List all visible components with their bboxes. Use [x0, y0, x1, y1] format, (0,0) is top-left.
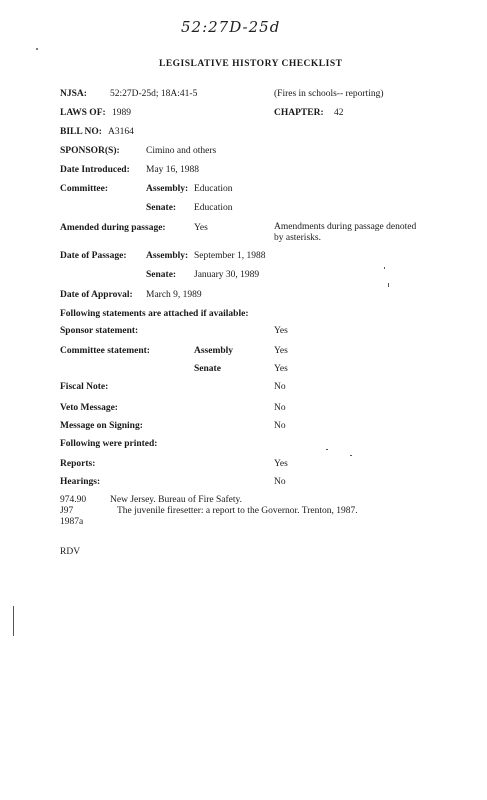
veto-message-label: Veto Message: [60, 403, 118, 413]
call-number-line-1: 974.90 [60, 495, 87, 505]
statements-header: Following statements are attached if available: [60, 309, 249, 319]
scan-dot [326, 449, 328, 450]
reports-value: Yes [274, 459, 288, 469]
message-on-signing-label: Message on Signing: [60, 421, 143, 431]
committee-statement-assembly-label: Assembly [194, 346, 234, 356]
hearings-value: No [274, 477, 286, 487]
scan-dot [388, 283, 389, 287]
veto-message-value: No [274, 403, 286, 413]
scan-dot [350, 455, 352, 456]
printed-header: Following were printed: [60, 439, 158, 449]
committee-assembly-value: Education [194, 184, 233, 194]
committee-senate-label: Senate: [146, 203, 177, 213]
date-introduced-label: Date Introduced: [60, 165, 130, 175]
scan-dot [384, 267, 385, 269]
date-of-approval-value: March 9, 1989 [146, 290, 202, 300]
sponsors-value: Cimino and others [146, 146, 217, 156]
passage-senate-label: Senate: [146, 270, 177, 280]
amended-value: Yes [194, 223, 208, 233]
bill-no-value: A3164 [108, 127, 134, 137]
committee-statement-label: Committee statement: [60, 346, 150, 356]
njsa-value: 52:27D-25d; 18A:41-5 [110, 89, 198, 99]
reference-author: New Jersey. Bureau of Fire Safety. [110, 495, 242, 505]
page-title: LEGISLATIVE HISTORY CHECKLIST [159, 59, 343, 69]
scan-mark-left-edge [13, 606, 14, 636]
fiscal-note-label: Fiscal Note: [60, 382, 109, 392]
call-number-line-3: 1987a [60, 517, 84, 527]
amended-note: Amendments during passage denoted by asterisks. [274, 222, 417, 243]
chapter-label: CHAPTER: [274, 108, 324, 118]
passage-assembly-value: September 1, 1988 [194, 251, 266, 261]
date-of-passage-label: Date of Passage: [60, 251, 127, 261]
njsa-note: (Fires in schools-- reporting) [274, 89, 384, 99]
scan-dot [36, 48, 38, 50]
reports-label: Reports: [60, 459, 96, 469]
njsa-label: NJSA: [60, 89, 87, 99]
date-of-approval-label: Date of Approval: [60, 290, 133, 300]
committee-label: Committee: [60, 184, 109, 194]
sponsors-label: SPONSOR(S): [60, 146, 120, 156]
passage-senate-value: January 30, 1989 [194, 270, 260, 280]
laws-of-value: 1989 [112, 108, 131, 118]
date-introduced-value: May 16, 1988 [146, 165, 200, 175]
passage-assembly-label: Assembly: [146, 251, 189, 261]
message-on-signing-value: No [274, 421, 286, 431]
committee-statement-senate-label: Senate [194, 364, 221, 374]
sponsor-statement-label: Sponsor statement: [60, 326, 139, 336]
committee-statement-assembly-value: Yes [274, 346, 288, 356]
chapter-value: 42 [334, 108, 344, 118]
reference-title: The juvenile firesetter: a report to the Governor. Trenton, 1987. [117, 506, 358, 516]
call-number-line-2: J97 [60, 506, 74, 516]
initials: RDV [60, 547, 81, 557]
bill-no-label: BILL NO: [60, 127, 102, 137]
committee-senate-value: Education [194, 203, 233, 213]
committee-statement-senate-value: Yes [274, 364, 288, 374]
hearings-label: Hearings: [60, 477, 101, 487]
laws-of-label: LAWS OF: [60, 108, 106, 118]
amended-label: Amended during passage: [60, 223, 166, 233]
fiscal-note-value: No [274, 382, 286, 392]
committee-assembly-label: Assembly: [146, 184, 189, 194]
handwritten-statute-number: 52:27D-25d [181, 18, 281, 36]
sponsor-statement-value: Yes [274, 326, 288, 336]
